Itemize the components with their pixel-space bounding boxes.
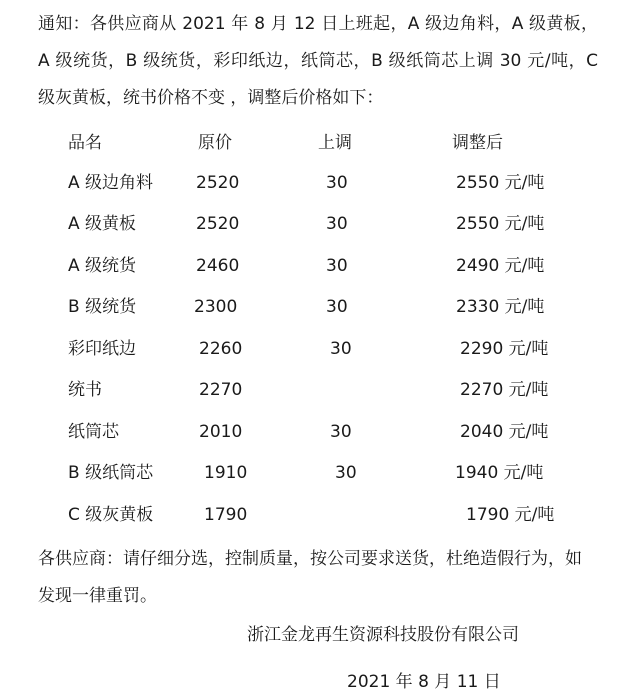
row-increase: 30 <box>330 339 352 359</box>
table-header-row <box>0 128 632 158</box>
row-adjusted: 1940 元/吨 <box>455 463 544 483</box>
row-adjusted: 2550 元/吨 <box>456 173 545 193</box>
row-original: 2520 <box>196 214 240 234</box>
row-adjusted: 2330 元/吨 <box>456 297 545 317</box>
row-adjusted: 2550 元/吨 <box>456 214 545 234</box>
header-increase: 上调 <box>318 133 352 153</box>
row-original: 1910 <box>204 463 248 483</box>
company-name: 浙江金龙再生资源科技股份有限公司 <box>247 625 519 645</box>
table-row <box>0 334 632 364</box>
header-name: 品名 <box>68 133 102 153</box>
row-original: 2300 <box>194 297 238 317</box>
table-row <box>0 251 632 281</box>
row-original: 2460 <box>196 256 240 276</box>
row-original: 2010 <box>199 422 243 442</box>
footer-text: 各供应商：请仔细分选，控制质量，按公司要求送货，杜绝造假行为，如发现一律重罚。 <box>38 549 582 606</box>
header-original: 原价 <box>198 133 232 153</box>
table-row <box>0 375 632 405</box>
row-name: 纸筒芯 <box>68 422 119 442</box>
row-original: 1790 <box>204 505 248 525</box>
row-increase: 30 <box>326 214 348 234</box>
footer-paragraph <box>38 541 598 615</box>
row-increase: 30 <box>326 297 348 317</box>
row-name: A 级边角料 <box>68 173 154 193</box>
table-row <box>0 168 632 198</box>
row-name: B 级纸筒芯 <box>68 463 154 483</box>
row-original: 2260 <box>199 339 243 359</box>
header-adjusted: 调整后 <box>452 133 503 153</box>
notice-text: 通知：各供应商从 2021 年 8 月 12 日上班起，A 级边角料，A 级黄板，A 级统货，B 级统货，彩印纸边，纸筒芯，B 级纸筒芯上调 30 元/吨，C 级灰黄板，统书价格不变 ，调整后价格如下： <box>38 14 598 108</box>
row-name: B 级统货 <box>68 297 137 317</box>
table-row <box>0 292 632 322</box>
row-name: A 级黄板 <box>68 214 137 234</box>
row-increase: 30 <box>326 173 348 193</box>
table-row <box>0 417 632 447</box>
row-original: 2270 <box>199 380 243 400</box>
row-adjusted: 2270 元/吨 <box>460 380 549 400</box>
row-name: A 级统货 <box>68 256 137 276</box>
table-row <box>0 458 632 488</box>
row-increase: 30 <box>335 463 357 483</box>
row-original: 2520 <box>196 173 240 193</box>
table-row <box>0 209 632 239</box>
row-name: 彩印纸边 <box>68 339 136 359</box>
row-increase: 30 <box>326 256 348 276</box>
row-adjusted: 2040 元/吨 <box>460 422 549 442</box>
notice-date: 2021 年 8 月 11 日 <box>347 672 501 692</box>
row-name: 统书 <box>68 380 102 400</box>
row-adjusted: 2490 元/吨 <box>456 256 545 276</box>
notice-paragraph <box>38 6 598 117</box>
row-name: C 级灰黄板 <box>68 505 154 525</box>
row-adjusted: 2290 元/吨 <box>460 339 549 359</box>
table-row <box>0 500 632 530</box>
row-adjusted: 1790 元/吨 <box>466 505 555 525</box>
row-increase: 30 <box>330 422 352 442</box>
